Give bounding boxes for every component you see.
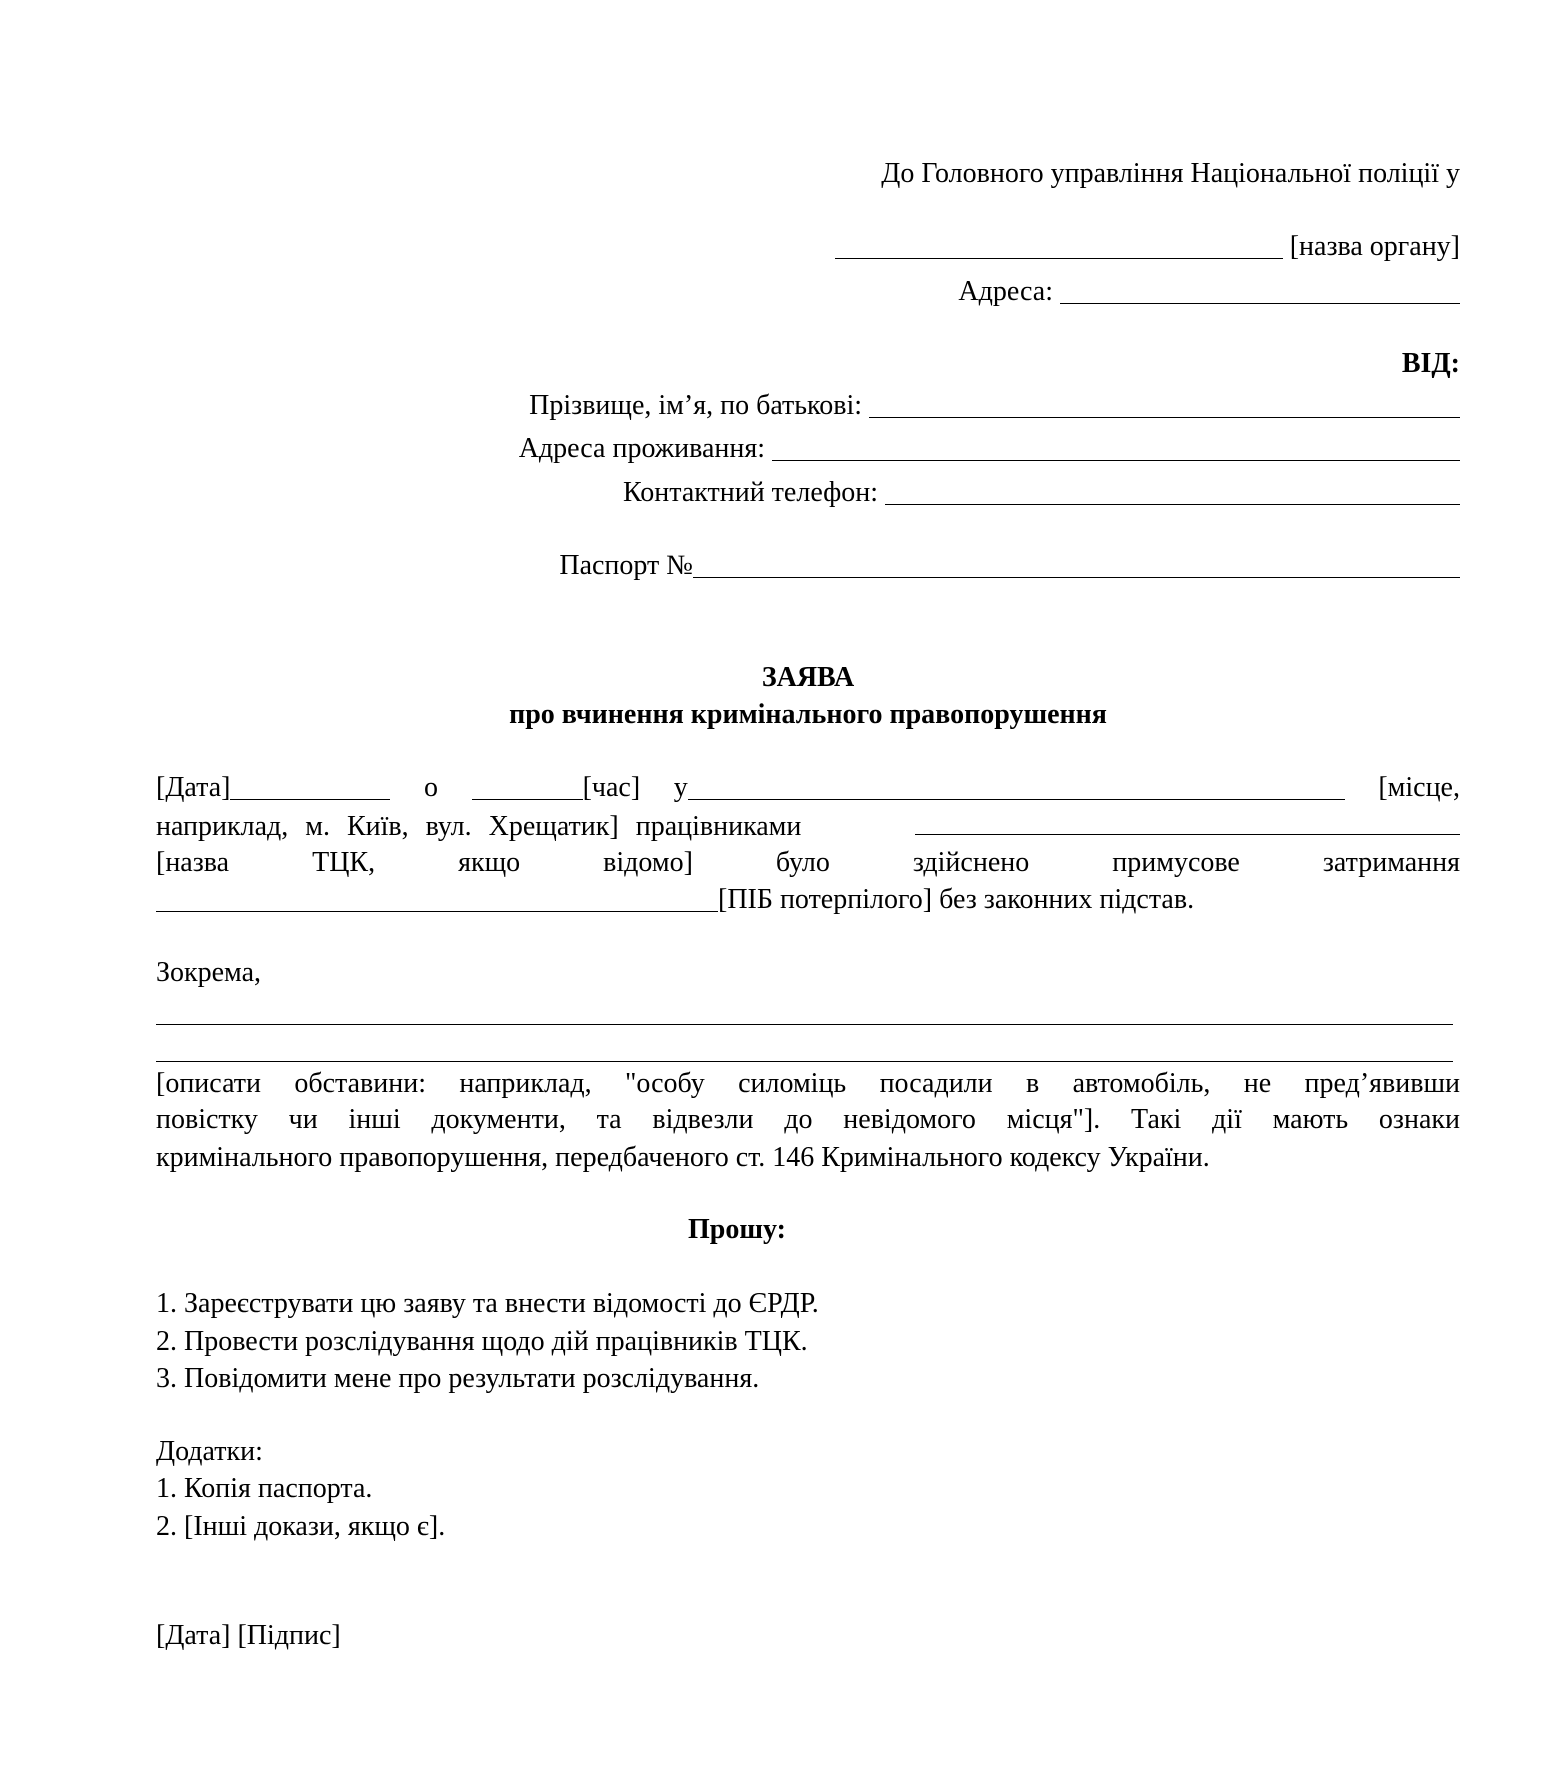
sender-name [529,387,1460,425]
recipient-line: До Головного управління Національної поліції у [881,158,1460,189]
sender-passport [559,547,1460,585]
phone-blank [885,476,1460,505]
residence-label: Адреса проживання: [518,433,765,464]
document-subtitle: про вчинення кримінального правопорушення [509,699,1107,730]
recipient-address [958,273,1460,311]
tck-blank [915,806,1460,835]
incident-text-4: [ПІБ потерпілого] без законних підстав. [718,884,1195,915]
organ-blank [835,230,1283,259]
attachment-item: 1. Копія паспорта. [156,1473,373,1504]
sender-phone [623,474,1460,512]
incident-text-2: наприклад, м. Київ, вул. Хрещатик] працівниками [156,811,802,842]
details-intro: Зокрема, [156,957,262,988]
incident-line-3: [назва ТЦК, якщо відомо] було здійснено примусове затримання [156,847,1460,878]
request-heading: Прошу: [688,1214,786,1245]
organ-label: [назва органу] [1289,231,1460,262]
name-label: Прізвище, ім’я, по батькові: [529,390,862,421]
attachment-item: 2. [Інші докази, якщо є]. [156,1511,446,1542]
address-blank [1060,275,1460,304]
details-blank-2 [156,1061,1453,1062]
document-title: ЗАЯВА [761,662,855,693]
incident-at: о [424,772,439,803]
details-line-2: повістку чи інші документи, та відвезли до невідомого місця"]. Такі дії мають ознаки [156,1104,1460,1135]
recipient-organ [835,228,1460,266]
details-line-1: [описати обставини: наприклад, "особу силоміць посадили в автомобіль, не пред’явивши [156,1068,1460,1099]
sender-residence [519,430,1460,468]
victim-blank [156,883,718,912]
phone-label: Контактний телефон: [622,477,878,508]
details-line-3: кримінального правопорушення, передбаченого ст. 146 Кримінального кодексу України. [156,1142,1210,1173]
incident-line-1 [156,769,1460,807]
incident-line-2 [156,806,1460,844]
request-item: 3. Повідомити мене про результати розслідування. [156,1363,760,1394]
incident-place: [місце, [1378,772,1460,803]
passport-label: Паспорт № [559,550,693,581]
residence-blank [772,432,1460,461]
incident-line-4 [156,881,1194,919]
incident-in: у [674,769,1345,807]
sender-heading: ВІД: [1401,348,1460,379]
passport-blank [693,549,1460,578]
address-label: Адреса: [958,276,1053,307]
name-blank [869,389,1460,418]
attachments-heading: Додатки: [156,1436,263,1467]
details-blank-1 [156,1024,1453,1025]
signature-line: [Дата] [Підпис] [156,1620,341,1651]
incident-time: [час] [472,769,641,807]
incident-date: [Дата] [156,769,390,807]
request-item: 1. Зареєструвати цю заяву та внести відомості до ЄРДР. [156,1288,819,1319]
request-item: 2. Провести розслідування щодо дій працівників ТЦК. [156,1326,808,1357]
